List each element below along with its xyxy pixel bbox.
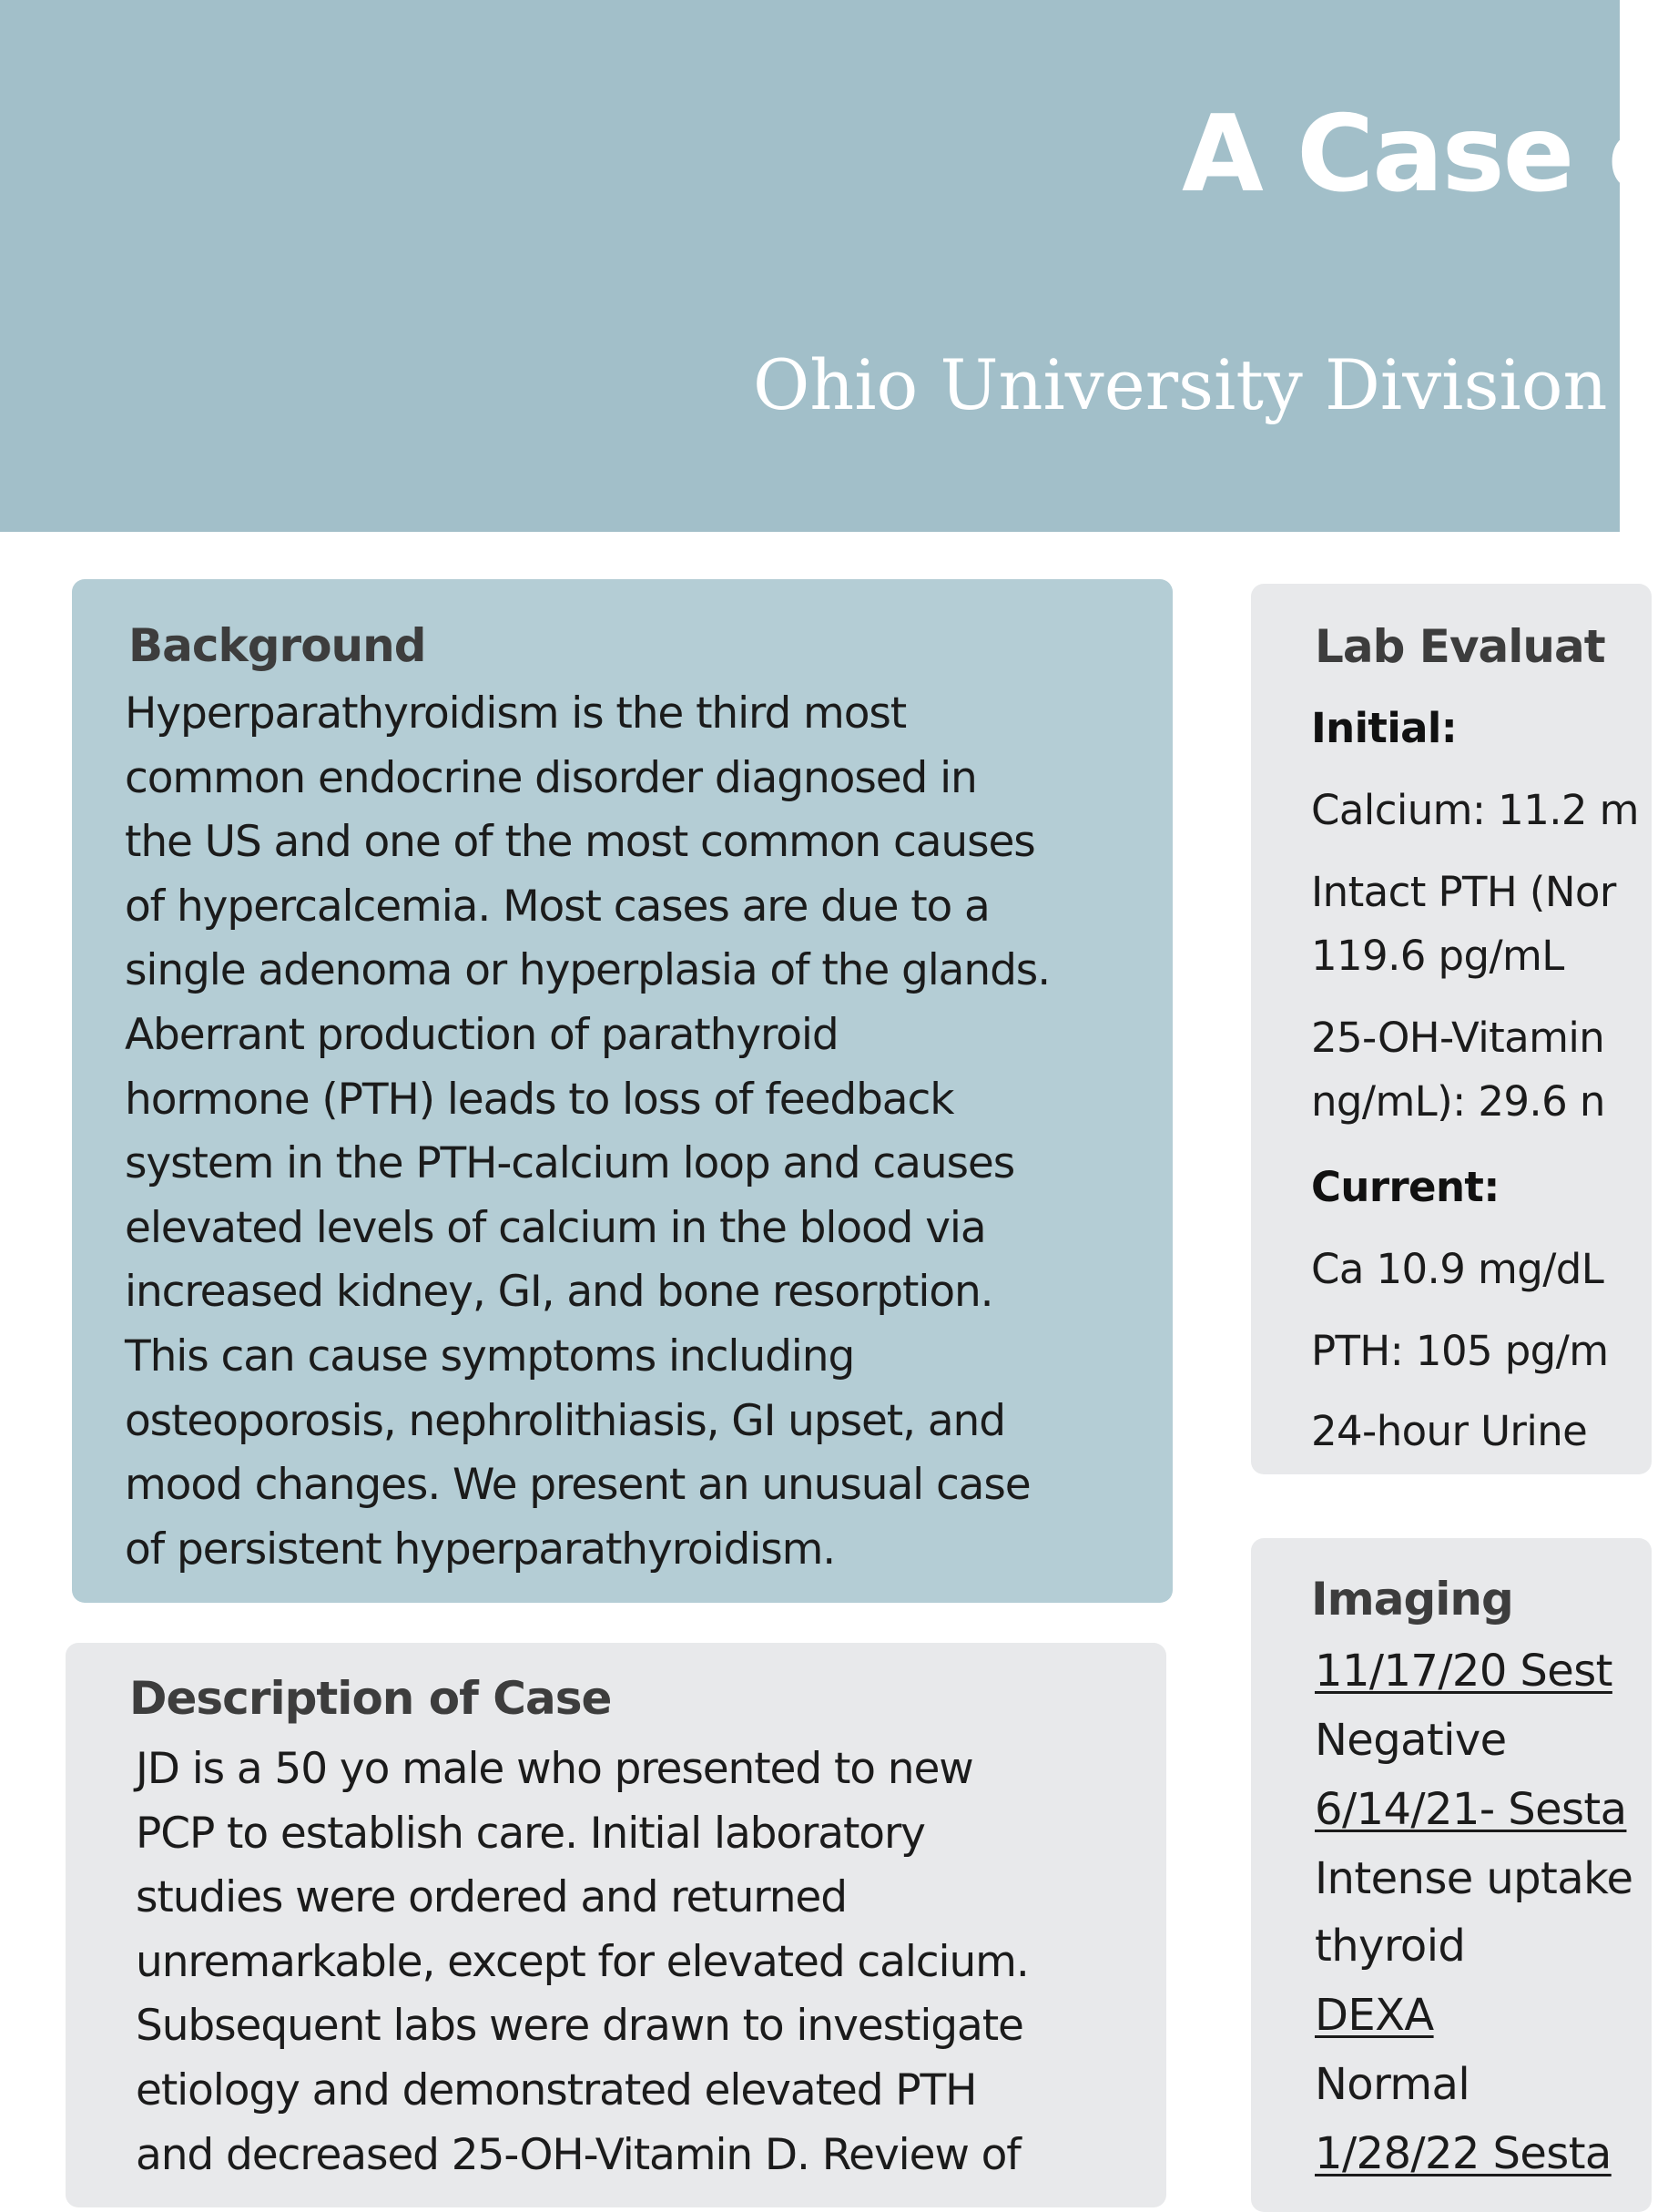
imaging-entry-result: Normal (1315, 2059, 1470, 2110)
lab-initial-item: 119.6 pg/mL (1311, 932, 1564, 980)
imaging-entry-result: Negative (1315, 1715, 1507, 1766)
imaging-entry-date: 11/17/20 Sest (1315, 1646, 1612, 1697)
background-line: This can cause symptoms including (125, 1330, 855, 1381)
background-line: of persistent hyperparathyroidism. (125, 1524, 836, 1575)
imaging-entry-date: 6/14/21- Sesta (1315, 1784, 1627, 1835)
background-line: single adenoma or hyperplasia of the glands. (125, 945, 1051, 996)
poster-header (0, 0, 1678, 532)
lab-current-item: Ca 10.9 mg/dL (1311, 1245, 1604, 1293)
description-card (66, 1643, 1166, 2207)
background-line: mood changes. We present an unusual case (125, 1460, 1031, 1511)
lab-initial-item: ng/mL): 29.6 n (1311, 1077, 1605, 1126)
lab-initial-item: Intact PTH (Nor (1311, 868, 1616, 916)
lab-initial-item: 25-OH-Vitamin (1311, 1014, 1605, 1062)
description-line: studies were ordered and returned (136, 1872, 847, 1923)
background-line: increased kidney, GI, and bone resorption. (125, 1267, 993, 1318)
imaging-heading: Imaging (1311, 1573, 1513, 1626)
imaging-entry-result: Intense uptake (1315, 1853, 1633, 1904)
imaging-card (1251, 1538, 1652, 2212)
background-line: osteoporosis, nephrolithiasis, GI upset, and (125, 1395, 1005, 1446)
lab-evaluation-card (1251, 584, 1652, 1474)
description-line: PCP to establish care. Initial laboratory (136, 1808, 925, 1859)
lab-heading: Lab Evaluat (1315, 620, 1605, 673)
background-line: system in the PTH-calcium loop and causes (125, 1138, 1015, 1189)
description-text (136, 1738, 1029, 2187)
imaging-entry-result: thyroid (1315, 1921, 1466, 1972)
background-line: common endocrine disorder diagnosed in (125, 752, 977, 803)
lab-current-item: PTH: 105 pg/m (1311, 1327, 1609, 1375)
lab-initial-label: Initial: (1311, 704, 1458, 752)
background-text (125, 682, 1050, 1582)
description-line: JD is a 50 yo male who presented to new (136, 1744, 973, 1794)
imaging-entry-date: 1/28/22 Sesta (1315, 2128, 1612, 2179)
background-line: elevated levels of calcium in the blood via (125, 1202, 986, 1253)
imaging-entry-date: DEXA (1315, 1990, 1434, 2041)
background-line: the US and one of the most common causes (125, 817, 1035, 868)
description-line: etiology and demonstrated elevated PTH (136, 2064, 977, 2115)
background-line: hormone (PTH) leads to loss of feedback (125, 1074, 954, 1125)
background-line: of hypercalcemia. Most cases are due to a (125, 881, 990, 932)
description-line: unremarkable, except for elevated calcium. (136, 1936, 1029, 1987)
poster-title: A Case o (1182, 93, 1678, 216)
poster-subtitle: Ohio University Division o (753, 344, 1672, 425)
lab-initial-item: Calcium: 11.2 m (1311, 786, 1639, 834)
lab-current-item: 24-hour Urine (1311, 1407, 1588, 1455)
lab-current-label: Current: (1311, 1163, 1500, 1211)
background-line: Aberrant production of parathyroid (125, 1009, 839, 1060)
description-heading: Description of Case (129, 1672, 612, 1725)
background-card (72, 579, 1173, 1603)
background-heading: Background (128, 619, 426, 672)
background-line: Hyperparathyroidism is the third most (125, 688, 907, 739)
description-line: Subsequent labs were drawn to investigate (136, 2001, 1023, 2052)
description-line: and decreased 25-OH-Vitamin D. Review of (136, 2129, 1021, 2180)
